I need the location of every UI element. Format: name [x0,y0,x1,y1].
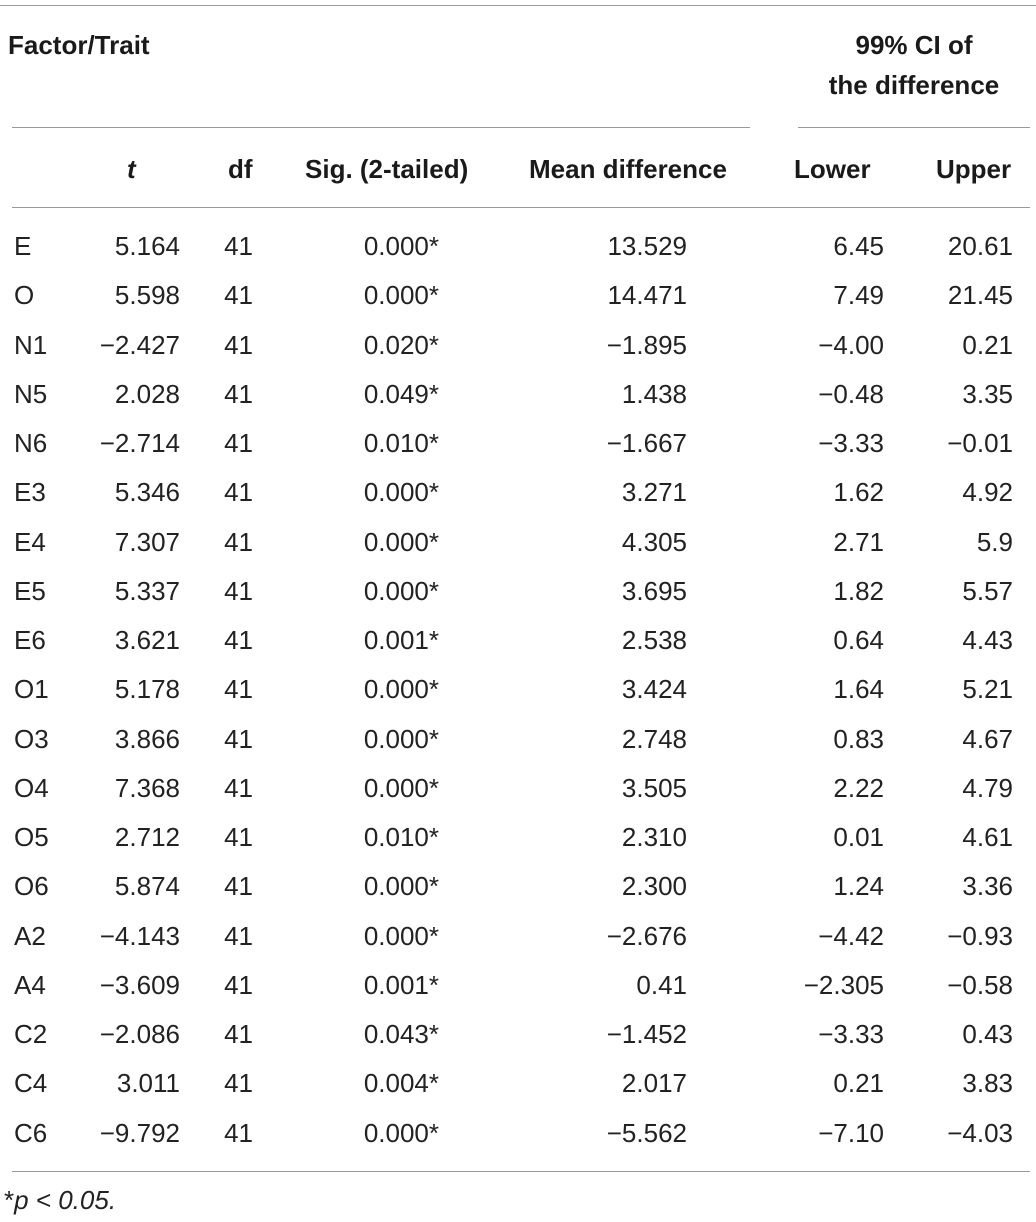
cell-lower: −4.00 [818,330,884,360]
cell-df: 41 [224,674,253,704]
cell-mean-diff: 2.310 [621,822,687,852]
footnote-text: p < 0.05. [14,1185,117,1215]
cell-trait: A4 [14,970,46,1000]
col-header-mean-difference: Mean difference [529,154,727,184]
cell-lower: 1.82 [833,576,884,606]
cell-lower: 1.62 [833,477,884,507]
cell-t: −4.143 [99,921,180,951]
cell-lower: 6.45 [833,231,884,261]
cell-upper: 4.43 [962,625,1013,655]
cell-df: 41 [224,280,253,310]
cell-trait: N6 [14,428,48,458]
cell-sig: 0.049* [363,379,439,409]
cell-trait: O [14,280,35,310]
cell-upper: −0.01 [947,428,1013,458]
cell-df: 41 [224,822,253,852]
cell-t: 3.621 [114,625,180,655]
cell-mean-diff: 2.300 [621,871,687,901]
cell-mean-diff: 14.471 [607,280,687,310]
cell-t: −3.609 [99,970,180,1000]
cell-trait: A2 [14,921,46,951]
cell-t: 5.598 [114,280,180,310]
cell-sig: 0.000* [363,1118,439,1148]
cell-sig: 0.000* [363,773,439,803]
header-rule-ci [798,127,1030,128]
cell-sig: 0.000* [363,280,439,310]
cell-mean-diff: −2.676 [606,921,687,951]
cell-trait: O4 [14,773,49,803]
cell-sig: 0.000* [363,477,439,507]
cell-mean-diff: 3.424 [621,674,687,704]
header-factor-trait: Factor/Trait [8,30,150,60]
cell-sig: 0.001* [363,625,439,655]
col-header-sig: Sig. (2-tailed) [305,154,469,184]
cell-df: 41 [224,970,253,1000]
col-header-lower: Lower [794,154,871,184]
header-ci-line1: 99% CI of [855,30,973,60]
cell-df: 41 [224,330,253,360]
cell-mean-diff: 2.017 [621,1068,687,1098]
cell-upper: 20.61 [947,231,1013,261]
cell-lower: −3.33 [818,1019,884,1049]
cell-mean-diff: 3.271 [621,477,687,507]
cell-t: 5.164 [114,231,180,261]
cell-upper: 4.79 [962,773,1013,803]
cell-sig: 0.043* [363,1019,439,1049]
cell-df: 41 [224,477,253,507]
cell-upper: 21.45 [947,280,1013,310]
cell-mean-diff: 1.438 [621,379,687,409]
cell-trait: E3 [14,477,46,507]
cell-lower: 0.83 [833,724,884,754]
cell-mean-diff: −5.562 [606,1118,687,1148]
cell-t: 7.368 [114,773,180,803]
cell-trait: E5 [14,576,46,606]
cell-t: −2.086 [99,1019,180,1049]
cell-t: −2.714 [99,428,180,458]
footnote-star: * [4,1185,15,1215]
cell-t: 3.866 [114,724,180,754]
cell-upper: 4.67 [962,724,1013,754]
cell-df: 41 [224,379,253,409]
cell-lower: −0.48 [818,379,884,409]
cell-sig: 0.000* [363,231,439,261]
cell-sig: 0.010* [363,428,439,458]
cell-upper: 3.83 [962,1068,1013,1098]
cell-upper: 0.21 [962,330,1013,360]
cell-trait: E6 [14,625,46,655]
cell-sig: 0.000* [363,724,439,754]
col-header-t: t [127,154,136,184]
cell-mean-diff: 2.538 [621,625,687,655]
cell-lower: 0.01 [833,822,884,852]
cell-mean-diff: 2.748 [621,724,687,754]
cell-t: −2.427 [99,330,180,360]
cell-trait: C2 [14,1019,48,1049]
cell-sig: 0.004* [363,1068,439,1098]
cell-lower: 0.64 [833,625,884,655]
cell-t: 5.337 [114,576,180,606]
cell-trait: C4 [14,1068,48,1098]
cell-trait: N5 [14,379,48,409]
cell-lower: 0.21 [833,1068,884,1098]
cell-df: 41 [224,527,253,557]
cell-mean-diff: −1.895 [606,330,687,360]
column-header-rule [12,207,1030,208]
cell-trait: C6 [14,1118,48,1148]
cell-t: 3.011 [116,1068,180,1098]
cell-t: 5.346 [114,477,180,507]
cell-sig: 0.000* [363,576,439,606]
cell-t: −9.792 [99,1118,180,1148]
cell-sig: 0.020* [363,330,439,360]
cell-upper: −0.58 [947,970,1013,1000]
footnote [4,1185,116,1216]
cell-upper: 4.92 [962,477,1013,507]
cell-upper: 3.36 [962,871,1013,901]
bottom-rule [12,1171,1030,1172]
cell-t: 5.874 [114,871,180,901]
cell-sig: 0.000* [363,527,439,557]
cell-sig: 0.001* [363,970,439,1000]
cell-lower: 7.49 [833,280,884,310]
col-header-df: df [228,154,253,184]
cell-mean-diff: −1.452 [606,1019,687,1049]
cell-mean-diff: −1.667 [606,428,687,458]
cell-lower: −2.305 [803,970,884,1000]
cell-df: 41 [224,428,253,458]
cell-df: 41 [224,231,253,261]
cell-upper: 0.43 [962,1019,1013,1049]
cell-lower: 2.22 [833,773,884,803]
cell-t: 7.307 [114,527,180,557]
col-header-upper: Upper [936,154,1012,184]
cell-df: 41 [224,724,253,754]
cell-df: 41 [224,871,253,901]
header-rule-left [12,127,750,128]
cell-sig: 0.000* [363,921,439,951]
cell-trait: E4 [14,527,46,557]
cell-upper: 4.61 [962,822,1013,852]
cell-mean-diff: 0.41 [636,970,687,1000]
top-rule [0,5,1036,6]
cell-trait: O3 [14,724,49,754]
cell-trait: O5 [14,822,49,852]
cell-lower: −7.10 [818,1118,884,1148]
cell-df: 41 [224,625,253,655]
cell-lower: −4.42 [818,921,884,951]
cell-mean-diff: 3.695 [621,576,687,606]
cell-sig: 0.010* [363,822,439,852]
cell-lower: 1.64 [833,674,884,704]
cell-lower: 2.71 [833,527,884,557]
cell-upper: 3.35 [962,379,1013,409]
cell-mean-diff: 13.529 [607,231,687,261]
cell-trait: O6 [14,871,49,901]
cell-sig: 0.000* [363,871,439,901]
cell-trait: N1 [14,330,48,360]
cell-lower: −3.33 [818,428,884,458]
header-ci-line2: the difference [828,70,1000,100]
cell-t: 2.712 [114,822,180,852]
cell-upper: −0.93 [947,921,1013,951]
cell-df: 41 [224,1019,253,1049]
cell-df: 41 [224,576,253,606]
cell-upper: 5.21 [962,674,1013,704]
cell-t: 2.028 [114,379,180,409]
cell-df: 41 [224,921,253,951]
cell-lower: 1.24 [833,871,884,901]
cell-sig: 0.000* [363,674,439,704]
cell-df: 41 [224,1118,253,1148]
cell-df: 41 [224,1068,253,1098]
cell-mean-diff: 4.305 [621,527,687,557]
cell-upper: 5.9 [976,527,1013,557]
cell-df: 41 [224,773,253,803]
cell-upper: 5.57 [962,576,1013,606]
cell-trait: E [14,231,32,261]
cell-trait: O1 [14,674,49,704]
cell-t: 5.178 [114,674,180,704]
cell-mean-diff: 3.505 [621,773,687,803]
cell-upper: −4.03 [947,1118,1013,1148]
